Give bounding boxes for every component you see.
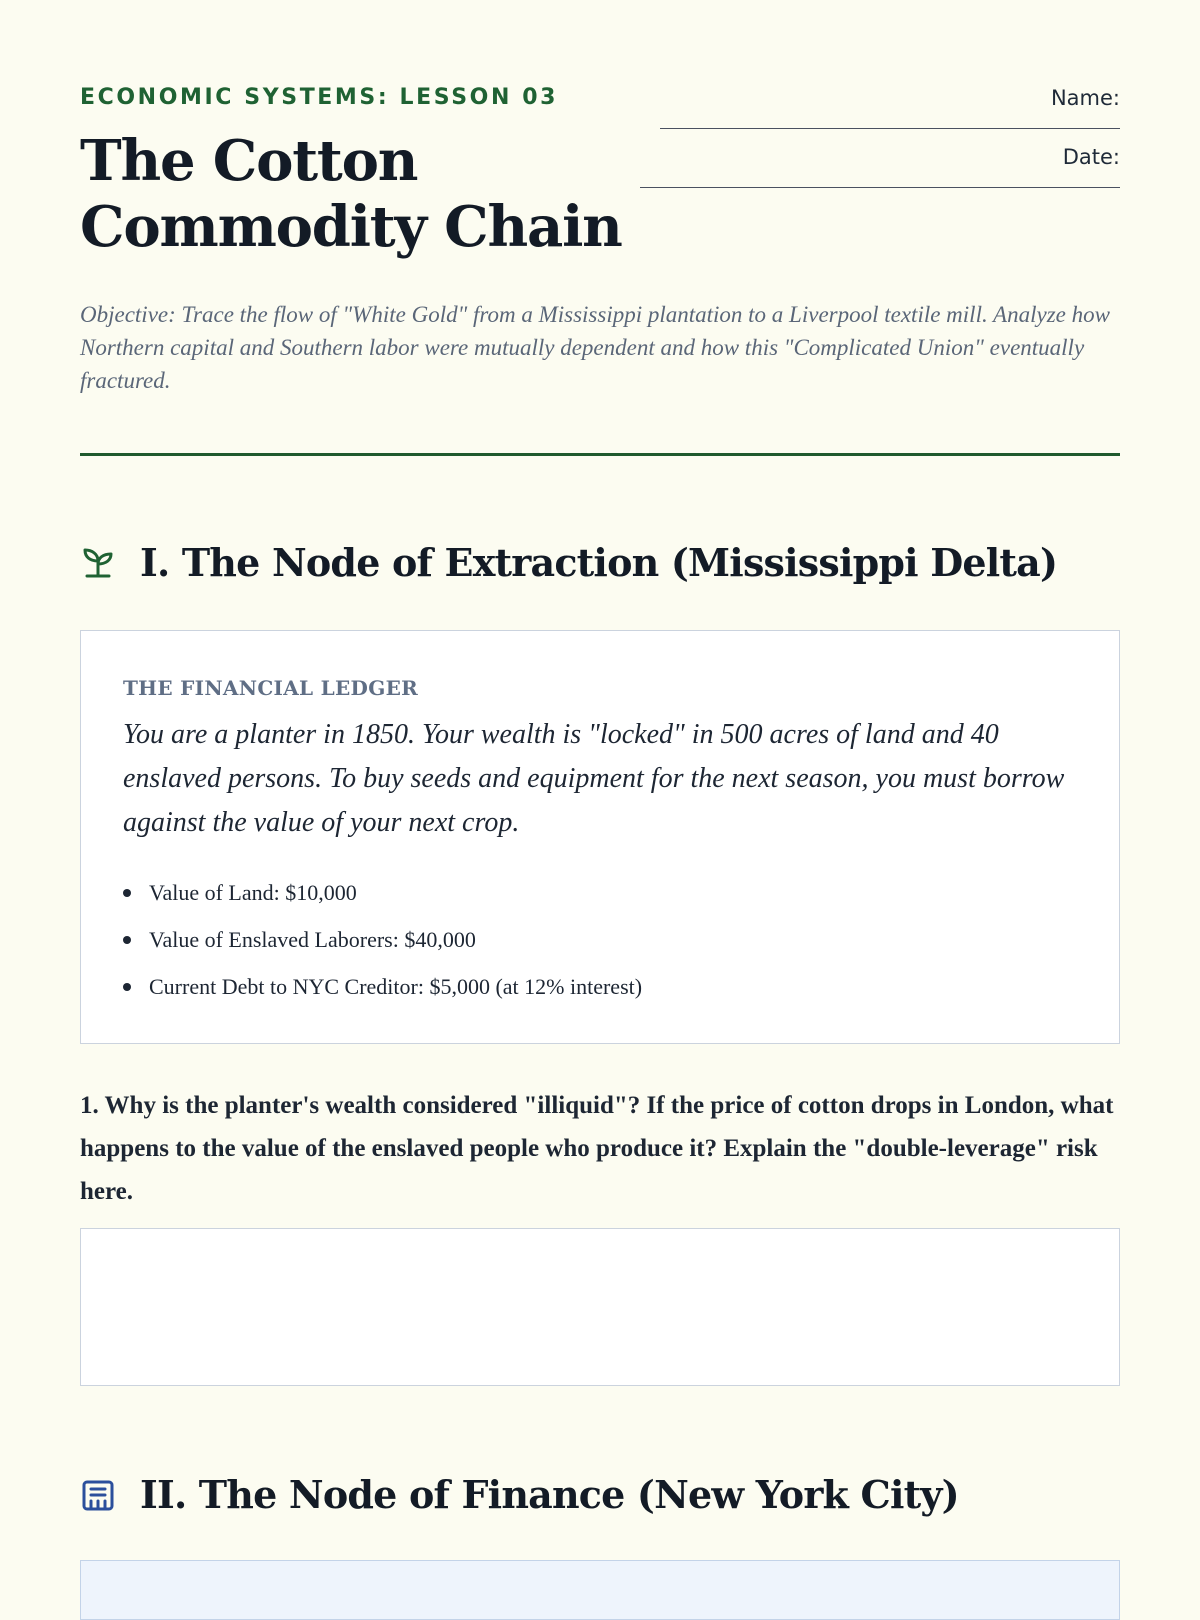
- name-blank-line[interactable]: [660, 118, 1120, 129]
- ledger-list-item: Value of Enslaved Laborers: $40,000: [123, 916, 1079, 963]
- ledger-title: THE FINANCIAL LEDGER: [123, 676, 419, 700]
- section-heading-text: II. The Node of Finance (New York City): [140, 1472, 959, 1517]
- name-field[interactable]: [640, 84, 1120, 129]
- lesson-objective: Objective: Trace the flow of "White Gold" from a Mississippi plantation to a Liverpool textile mill. Analyze how Northern capital and Southern labor were mutually dependent and how this "Complicated Union" eventually fractured.: [80, 302, 1110, 393]
- sprout-icon: [80, 545, 116, 581]
- financial-ledger-box: [80, 630, 1120, 1044]
- bank-building-icon: [80, 1477, 116, 1513]
- question-1: 1. Why is the planter's wealth considered "illiquid"? If the price of cotton drops in London, what happens to the value of the enslaved people who produce it? Explain the "double-leverage" risk here.: [80, 1092, 1114, 1205]
- date-label: Date:: [1062, 145, 1120, 169]
- header-divider: [80, 453, 1120, 456]
- lesson-tag: ECONOMIC SYSTEMS: LESSON 03: [80, 85, 559, 110]
- section-heading-text: I. The Node of Extraction (Mississippi Delta): [140, 540, 1058, 585]
- student-info-fields: [640, 84, 1120, 188]
- worksheet-header: [80, 0, 1120, 300]
- section-heading-extraction: [80, 540, 1057, 585]
- page-title: The Cotton Commodity Chain: [80, 128, 622, 260]
- date-blank-line[interactable]: [640, 177, 1120, 188]
- section-heading-finance: [80, 1472, 959, 1517]
- ledger-list-item: Value of Land: $10,000: [123, 869, 1079, 916]
- ledger-list: [123, 869, 1079, 1010]
- ledger-scenario-text: You are a planter in 1850. Your wealth is "locked" in 500 acres of land and 40 enslaved persons. To buy seeds and equipment for the next season, you must borrow against the value of your next crop.: [123, 719, 1065, 838]
- date-field[interactable]: [640, 143, 1120, 188]
- answer-box-question-1[interactable]: [80, 1228, 1120, 1386]
- name-label: Name:: [1050, 86, 1120, 110]
- ledger-list-item: Current Debt to NYC Creditor: $5,000 (at 12% interest): [123, 963, 1079, 1010]
- finance-info-box: [80, 1560, 1120, 1620]
